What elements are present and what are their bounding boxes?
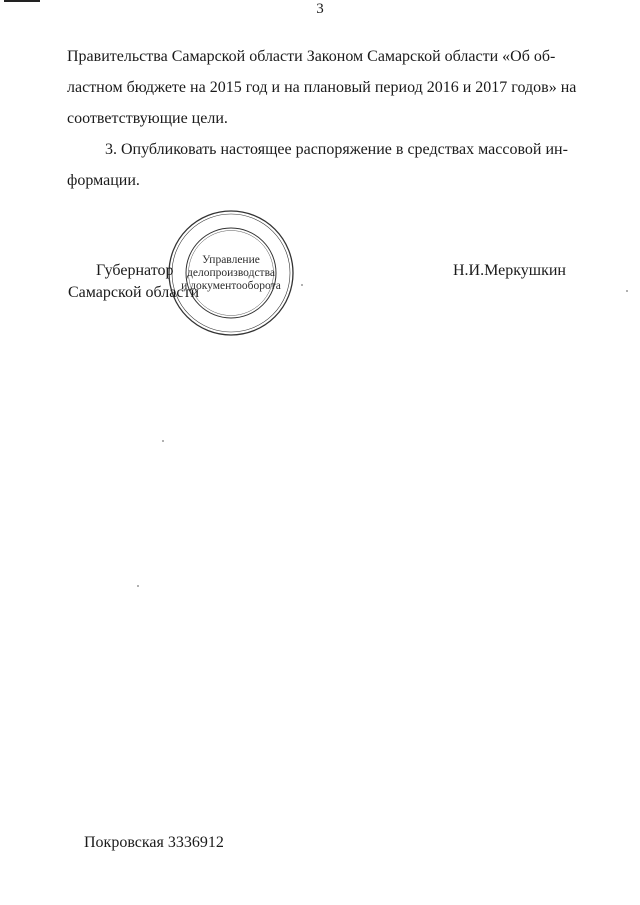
- paragraph-line: 3. Опубликовать настоящее распоряжение в средствах массовой ин-: [105, 141, 568, 158]
- signatory-region: Самарской области: [68, 284, 199, 301]
- signatory-name: Н.И.Меркушкин: [453, 262, 566, 279]
- paragraph-line: формации.: [67, 172, 140, 189]
- scan-speck: [162, 440, 164, 442]
- paragraph-line: соответствующие цели.: [67, 110, 228, 127]
- stamp-text-line: Управление: [202, 254, 260, 266]
- stamp-text-line: и документооборота: [181, 280, 281, 292]
- signatory-title: Губернатор: [96, 262, 174, 279]
- stamp-text-line: делопроизводства: [187, 267, 275, 279]
- scan-speck: [137, 585, 139, 587]
- paragraph-line: Правительства Самарской области Законом Самарской области «Об об-: [67, 48, 556, 65]
- paragraph-line: ластном бюджете на 2015 год и на плановый период 2016 и 2017 годов» на: [67, 79, 577, 96]
- executor-contact: Покровская 3336912: [84, 834, 224, 851]
- page-number: 3: [316, 1, 324, 17]
- scan-speck: [626, 290, 628, 292]
- scan-speck: [301, 284, 303, 286]
